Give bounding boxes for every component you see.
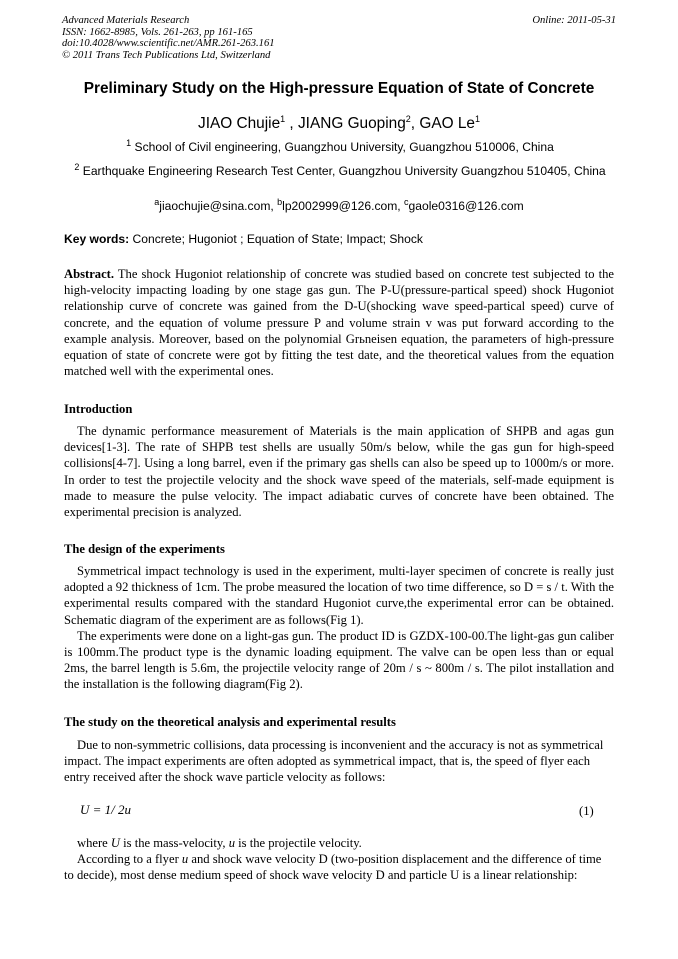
abstract-text: The shock Hugoniot relationship of concrete was studied based on concrete test subjected to the high-velocity impacting loading by one stage gas gun. The P-U(pressure-partical speed) shock Hugoniot relationship curve of concrete was gained from the D-U(shocking wave speed-partical speed) curve of concrete, and the equation of volume pressure P and volume strain v was put forward according to the example analysis. Moreover, based on the polynomial Grьneisen equation, the parameters of high-pressure equation of state of concrete were got by fitting the test date, and the theoretical values from the equation matched well with the experimental ones. xyxy=(64,267,614,379)
author-separator: , xyxy=(410,115,420,133)
copyright-line: © 2011 Trans Tech Publications Ltd, Switzerland xyxy=(62,49,271,61)
author-separator: , xyxy=(285,115,298,133)
equation-number: (1) xyxy=(579,804,594,818)
study-paragraph-1: Due to non-symmetric collisions, data processing is inconvenient and the accuracy is not as symmetrical impact. The impact experiments are often adopted as symmetrical impact, that is, the speed of flyer each entry received after the shock wave particle velocity as follows: xyxy=(64,738,604,785)
journal-name: Advanced Materials Research xyxy=(62,15,190,26)
keywords-text: Concrete; Hugoniot ; Equation of State; Impact; Shock xyxy=(129,232,423,246)
doi-line: doi:10.4028/www.scientific.net/AMR.261-263.161 xyxy=(62,38,275,50)
according-paragraph xyxy=(64,851,614,883)
author-affiliation-mark: 1 xyxy=(474,114,480,124)
section-heading-design: The design of the experiments xyxy=(64,542,225,556)
text-run: According to a flyer xyxy=(77,852,182,867)
section-heading-study: The study on the theoretical analysis and experimental results xyxy=(64,715,396,729)
online-date: Online: 2011-05-31 xyxy=(532,15,616,26)
keywords-label: Key words: xyxy=(64,232,130,246)
math-symbol: U xyxy=(110,836,121,850)
abstract xyxy=(64,266,614,379)
paper-title: Preliminary Study on the High-pressure Equation of State of Concrete xyxy=(83,80,595,97)
study-continuation xyxy=(64,835,614,884)
journal-header xyxy=(62,15,622,61)
abstract-label: Abstract. xyxy=(64,267,115,281)
affiliation-mark: 2 xyxy=(74,162,80,172)
author-name: JIAO Chujie xyxy=(198,115,281,133)
text-run: and shock wave velocity D (two-position displacement and the difference of time to decide), most dense medium speed of shock wave velocity D and particle U is a linear relationship: xyxy=(64,852,602,883)
author-affiliation-mark: 1 xyxy=(280,114,286,124)
math-symbol: u xyxy=(181,852,189,867)
math-symbol: u xyxy=(228,836,235,850)
where-line xyxy=(64,835,614,851)
affiliation-text: Earthquake Engineering Research Test Center, Guangzhou University Guangzhou 510405, China xyxy=(79,164,606,179)
affiliation-text: School of Civil engineering, Guangzhou University, Guangzhou 510006, China xyxy=(131,140,554,155)
author-emails xyxy=(0,197,678,213)
email-address: jiaochujie@sina.com, xyxy=(159,199,278,214)
affiliation-mark: 1 xyxy=(126,138,132,148)
issn-line: ISSN: 1662-8985, Vols. 261-263, pp 161-165 xyxy=(62,26,253,38)
affiliation-2 xyxy=(70,160,610,179)
author-affiliation-mark: 2 xyxy=(405,114,411,124)
keywords xyxy=(64,232,423,246)
author-name: GAO Le xyxy=(419,115,475,133)
email-address: gaole0316@126.com xyxy=(408,199,524,214)
author-name: JIANG Guoping xyxy=(297,115,406,133)
email-address: lp2002999@126.com, xyxy=(282,199,405,214)
equation-1: U = 1/ 2u xyxy=(80,802,132,817)
design-section xyxy=(64,563,614,693)
introduction-paragraph: The dynamic performance measurement of Materials is the main application of SHPB and agas gun devices[1-3]. The rate of SHPB test shells are usually 50m/s below, while the gas gun for high-speed collisions[4-7]. Using a long barrel, even if the primary gas shells can also be speed up to 1000m/s or more. In order to test the projectile velocity and the shock wave speed of the materials, self-made equipment is made to measure the pulse velocity. The impact adiabatic curves of concrete have been obtained. The experimental precision is analyzed. xyxy=(64,424,614,520)
text-run: where xyxy=(77,836,111,850)
email-mark: a xyxy=(154,197,160,207)
email-mark: b xyxy=(277,197,283,207)
text-run: is the projectile velocity. xyxy=(235,836,362,850)
design-paragraph-1: Symmetrical impact technology is used in the experiment, multi-layer specimen of concrete is really just adopted a 92 thickness of 1cm. The probe measured the location of two time difference, so D = s / t. With the experimental results compared with the standard Hugoniot curve,the experimental error can be obtained. Schematic diagram of the experiment are as follows(Fig 1). xyxy=(64,564,614,627)
author-list xyxy=(0,114,678,133)
affiliation-1 xyxy=(70,136,610,155)
email-mark: c xyxy=(404,197,409,207)
section-heading-introduction: Introduction xyxy=(64,402,133,416)
design-paragraph-2: The experiments were done on a light-gas gun. The product ID is GZDX-100-00.The light-gas gun caliber is 100mm.The product type is the dynamic loading equipment. The valve can be open less than or equal 2ms, the barrel length is 5.6m, the projectile velocity range of 20m / s ~ 800m / s. The pilot installation and the installation is the following diagram(Fig 2). xyxy=(64,628,614,692)
text-run: is the mass-velocity, xyxy=(120,836,229,850)
